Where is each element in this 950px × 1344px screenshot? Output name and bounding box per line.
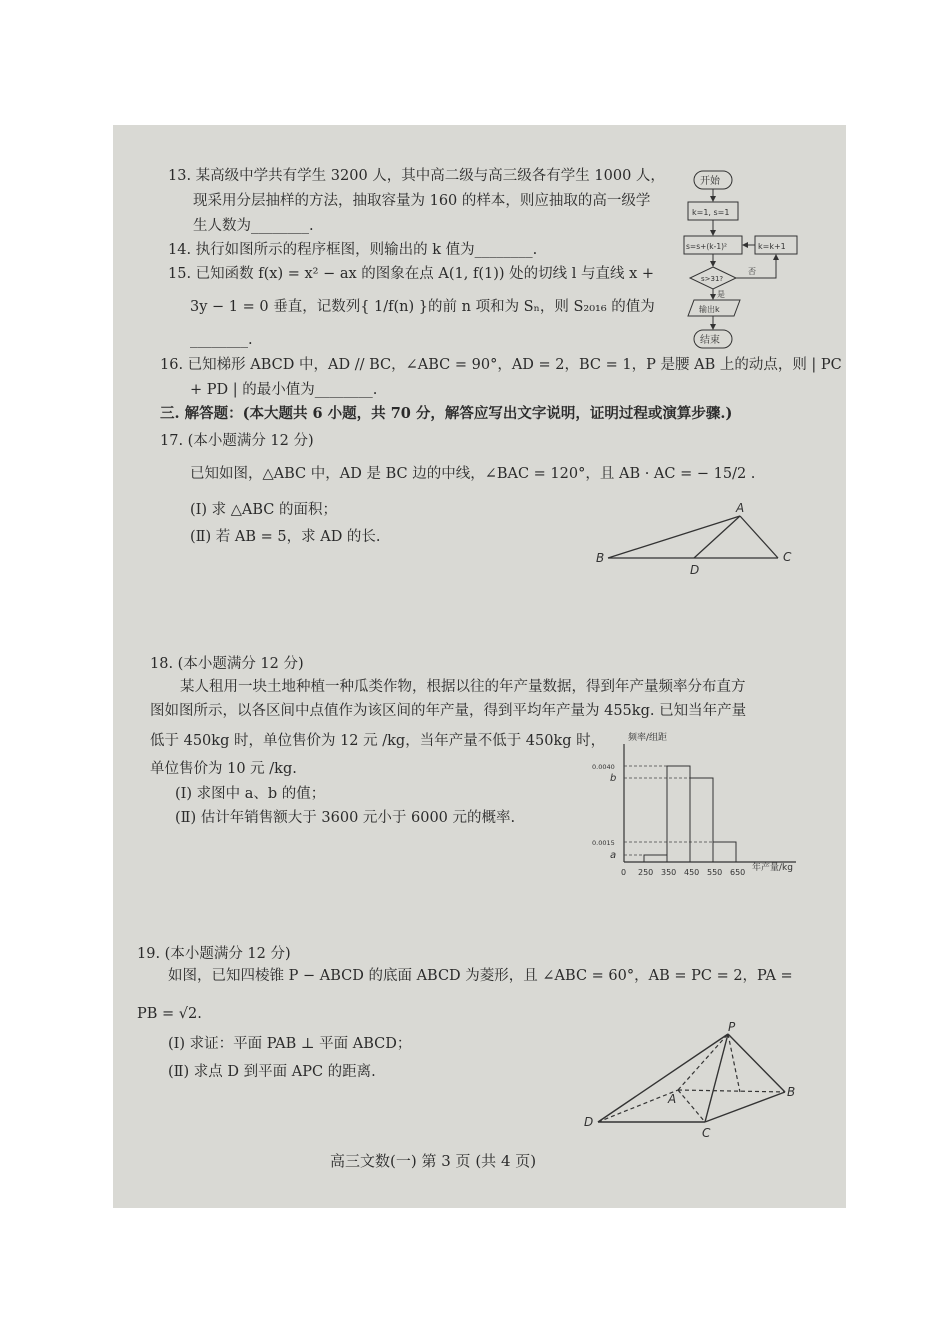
hist-bar: [713, 842, 736, 862]
pyr-label-D: D: [584, 1115, 594, 1129]
q17-part1: (Ⅰ) 求 △ABC 的面积；: [190, 502, 338, 518]
q13-line1: 13. 某高级中学共有学生 3200 人，其中高二级与高三级各有学生 1000 人，: [168, 168, 665, 184]
hist-y-tick: 0.0015: [592, 839, 615, 847]
label-B: B: [596, 551, 605, 565]
q16-line2: + PD | 的最小值为________.: [190, 382, 378, 398]
q18-part2: (Ⅱ) 估计年销售额大于 3600 元小于 6000 元的概率.: [175, 810, 516, 826]
hist-y-tick: 0.0040: [592, 763, 615, 771]
q18-part1: (Ⅰ) 求图中 a、b 的值；: [175, 786, 326, 802]
hist-xlabel: 年产量/kg: [752, 863, 793, 873]
q17-head: 17. (本小题满分 12 分): [160, 433, 314, 449]
q18-line1: 某人租用一块土地种植一种瓜类作物，根据以往的年产量数据，得到年产量频率分布直方: [180, 679, 746, 695]
hist-x-tick: 450: [684, 868, 700, 877]
label-A: A: [736, 501, 745, 515]
pyr-label-B: B: [787, 1085, 796, 1099]
q13-line2: 现采用分层抽样的方法，抽取容量为 160 的样本，则应抽取的高一级学: [193, 193, 651, 209]
pyramid-figure: [580, 1018, 805, 1143]
histogram-chart: [588, 726, 804, 898]
q15-line3: ________.: [190, 332, 253, 348]
triangle-figure: [590, 498, 810, 578]
q16-line1: 16. 已知梯形 ABCD 中，AD // BC，∠ABC = 90°，AD = 2，BC = 1，P 是腰 AB 上的动点，则 | PC: [160, 357, 842, 373]
q19-head: 19. (本小题满分 12 分): [137, 946, 291, 962]
hist-x-tick: 0: [621, 868, 627, 877]
q13-line3: 生人数为________.: [193, 218, 314, 234]
flow-no-label: 否: [748, 267, 756, 276]
q19-part2: (Ⅱ) 求点 D 到平面 APC 的距离.: [168, 1064, 376, 1080]
hist-bar: [644, 855, 667, 862]
hist-x-tick: 550: [707, 868, 723, 877]
q18-line2: 图如图所示，以各区间中点值作为该区间的年产量，得到平均年产量为 455kg. 已知当年产量: [150, 703, 747, 719]
hist-bar: [690, 778, 713, 862]
pyr-label-A: A: [668, 1092, 677, 1106]
hist-x-tick: 650: [730, 868, 746, 877]
q18-head: 18. (本小题满分 12 分): [150, 656, 304, 672]
flow-yes-label: 是: [717, 290, 725, 299]
flow-cond-text: s>31?: [701, 275, 724, 283]
q19-part1: (Ⅰ) 求证：平面 PAB ⊥ 平面 ABCD；: [168, 1036, 412, 1052]
hist-y-tick: b: [610, 773, 617, 784]
flow-output-text: 输出k: [699, 305, 720, 314]
hist-ylabel: 频率/组距: [628, 733, 668, 743]
section-title: 三. 解答题：(本大题共 6 小题，共 70 分，解答应写出文字说明，证明过程或演算步骤.): [160, 405, 733, 422]
flowchart: [680, 166, 805, 354]
flow-update-text: s=s+(k-1)²: [686, 242, 728, 251]
hist-bar: [667, 766, 690, 862]
q19-line1: 如图，已知四棱锥 P − ABCD 的底面 ABCD 为菱形，且 ∠ABC = 60°，AB = PC = 2，PA =: [168, 968, 793, 984]
hist-x-tick: 250: [638, 868, 654, 877]
q18-line3: 低于 450kg 时，单位售价为 12 元 /kg，当年产量不低于 450kg 时，: [150, 733, 606, 749]
q19-line2: PB = √2.: [137, 1006, 202, 1022]
q15-line2: 3y − 1 = 0 垂直，记数列{ 1/f(n) }的前 n 项和为 Sₙ，则 S₂₀₁₆ 的值为: [190, 299, 655, 315]
pyr-label-P: P: [728, 1020, 736, 1034]
flow-init-text: k=1, s=1: [692, 208, 730, 217]
label-D: D: [690, 563, 700, 577]
q17-line1: 已知如图，△ABC 中，AD 是 BC 边的中线，∠BAC = 120°，且 AB · AC = − 15/2 .: [190, 466, 756, 482]
hist-y-tick: a: [610, 850, 617, 861]
hist-x-tick: 350: [661, 868, 677, 877]
label-C: C: [783, 550, 792, 564]
flow-increment-text: k=k+1: [758, 242, 786, 251]
q14-line1: 14. 执行如图所示的程序框图，则输出的 k 值为________.: [168, 242, 538, 258]
flow-start-text: 开始: [700, 176, 720, 187]
q18-line4: 单位售价为 10 元 /kg.: [150, 761, 297, 777]
pyr-label-C: C: [702, 1126, 711, 1140]
q17-part2: (Ⅱ) 若 AB = 5，求 AD 的长.: [190, 529, 381, 545]
page-footer: 高三文数(一) 第 3 页 (共 4 页): [330, 1152, 537, 1170]
flow-end-text: 结束: [700, 335, 720, 346]
q15-line1: 15. 已知函数 f(x) = x² − ax 的图象在点 A(1, f(1)) 处的切线 l 与直线 x +: [168, 266, 655, 282]
